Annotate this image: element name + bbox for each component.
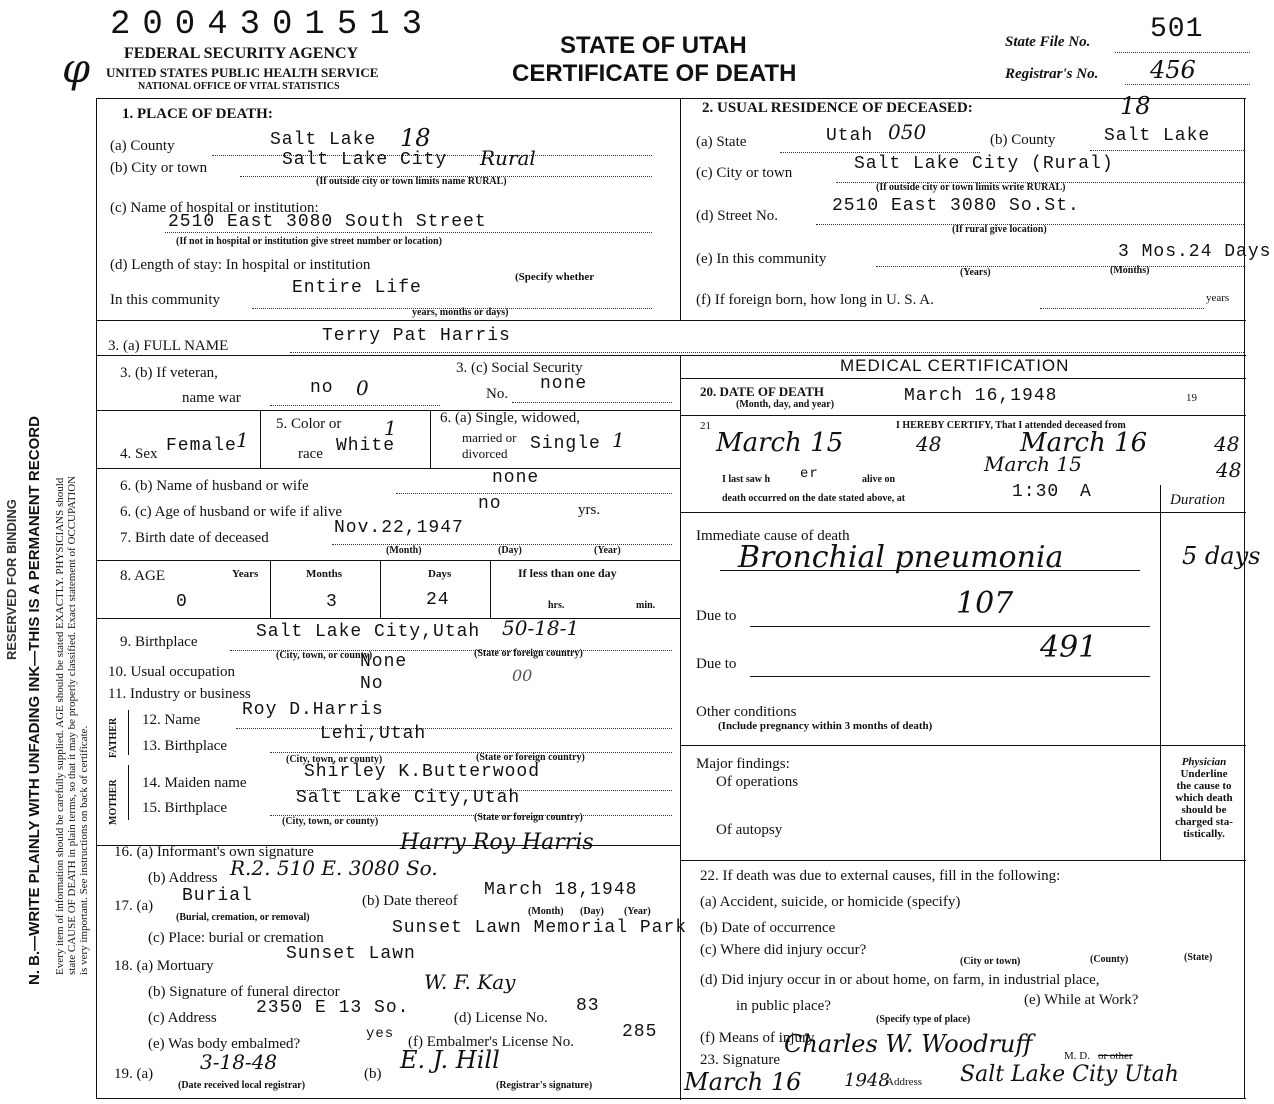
agency-name: FEDERAL SECURITY AGENCY [124,45,359,62]
physician-note-line: Physician [1181,756,1227,768]
physician-sign-date: March 16 [684,1068,802,1096]
external-d2-label: in public place? [736,998,831,1014]
residence-state-label: (a) State [696,134,747,150]
death-county-value: Salt Lake [270,130,377,150]
social-security-no-label: No. [486,386,509,402]
burial-day-label: (Day) [580,906,604,917]
margin-instructions-2: state CAUSE OF DEATH in plain terms, so that it may be properly classified. Exact statement of OCCUPATION [66,475,78,975]
attended-from: March 15 [716,428,844,458]
death-county-code: 18 [400,124,431,152]
cause-duration-value: 5 days [1182,542,1261,570]
occupation-label: 10. Usual occupation [108,664,236,680]
registrar-b-label: (b) [364,1066,382,1082]
spouse-name-label: 6. (b) Name of husband or wife [120,478,309,494]
death-city-note: (If outside city or town limits name RURAL) [316,176,507,187]
due-to-2-label: Due to [696,656,737,672]
residence-code: 18 [1120,92,1151,120]
birth-month-label: (Month) [386,545,422,556]
residence-county-label: (b) County [990,132,1056,148]
residence-heading: 2. USUAL RESIDENCE OF DECEASED: [702,100,973,116]
father-name-label: 12. Name [142,712,201,728]
color-race-label: 5. Color or [276,416,342,432]
registrar-signature: E. J. Hill [400,1046,500,1074]
death-time-ampm: A [1080,482,1092,502]
medical-certification-title: MEDICAL CERTIFICATION [840,356,1070,375]
funeral-director-signature: W. F. Kay [424,970,516,994]
father-note-1: (City, town, or county) [286,754,383,765]
physician-address-label: Address [886,1076,923,1088]
residence-street-note: (If rural give location) [952,224,1047,235]
marital-label-2: married or [462,430,517,445]
residence-city-label: (c) City or town [696,165,793,181]
foreign-born-label: (f) If foreign born, how long in U. S. A. [696,292,934,308]
embalmer-license-label: (f) Embalmer's License No. [408,1034,574,1050]
residence-city-note: (If outside city or town limits write RURAL) [876,182,1066,193]
full-name-value: Terry Pat Harris [322,326,511,346]
immediate-cause-value: Bronchial pneumonia [738,540,1064,575]
spouse-age-value: no [478,494,502,514]
margin-notice: N. B.—WRITE PLAINLY WITH UNFADING INK—THIS IS A PERMANENT RECORD [26,416,43,985]
birthplace-note-1: (City, town, or county) [276,650,373,661]
mother-note-2: (State or foreign country) [474,812,583,823]
state-title: STATE OF UTAH [560,32,747,59]
due-to-1-label: Due to [696,608,737,624]
death-time-value: 1:30 [1012,482,1060,502]
informant-address-value: R.2. 510 E. 3080 So. [230,856,438,880]
hospital-value: 2510 East 3080 South Street [168,212,487,232]
race-label: race [298,446,323,462]
physician-or-other: or other [1098,1050,1133,1062]
veteran-label: 3. (b) If veteran, [120,365,218,381]
mother-maiden-label: 14. Maiden name [142,775,247,791]
physician-note-line: tistically. [1183,828,1225,840]
industry-label: 11. Industry or business [108,686,251,702]
age-min-label: min. [636,600,656,611]
marital-value: Single [530,434,601,454]
embalmer-license-value: 285 [622,1022,658,1042]
social-security-value: none [540,374,588,394]
date-of-death-label: 20. DATE OF DEATH [700,384,824,399]
spouse-age-yrs: yrs. [578,502,601,518]
race-value: White [336,436,396,456]
margin-instructions-3: is very important. See instructions on back of certificate. [78,725,90,975]
date-of-death-value: March 16,1948 [904,386,1058,406]
margin-binding: RESERVED FOR BINDING [4,499,19,660]
birth-year-label: (Year) [594,545,621,556]
duration-label: Duration [1170,492,1226,508]
physician-sign-year: 1948 [844,1070,890,1091]
certify-text: I HEREBY CERTIFY, That I attended deceased from [896,420,1126,431]
disposition-value: Burial [182,886,253,906]
immediate-cause-label: Immediate cause of death [696,528,850,544]
burial-place-value: Sunset Lawn Memorial Park [392,918,688,938]
sex-mark: 1 [236,428,249,452]
residence-city-value: Salt Lake City (Rural) [854,154,1114,174]
birthplace-label: 9. Birthplace [120,634,198,650]
age-months-label: Months [306,568,343,580]
registrar-date-label: 19. (a) [114,1066,154,1082]
age-less-label: If less than one day [518,566,617,580]
physician-note-line: the cause to [1176,780,1232,792]
father-birthplace-value: Lehi,Utah [320,724,427,744]
veteran-value: no [310,378,334,398]
last-saw-year: 48 [1216,458,1242,482]
alive-on-label: alive on [862,474,896,485]
occupation-value: None [360,652,408,672]
attended-from-year: 48 [916,432,942,456]
registrar-date-note: (Date received local registrar) [178,1080,306,1091]
mother-birthplace-value: Salt Lake City,Utah [296,788,521,808]
residence-state-value: Utah [826,126,874,146]
informant-signature-label: 16. (a) Informant's own signature [114,844,314,860]
mortuary-address-value: 2350 E 13 So. [256,998,410,1018]
length-of-stay-label: (d) Length of stay: In hospital or institution [110,257,371,273]
spouse-name-value: none [492,468,540,488]
disposition-label: 17. (a) [114,898,154,914]
community-label: In this community [110,292,220,308]
physician-note-line: charged sta- [1175,816,1233,828]
marital-mark: 1 [612,428,625,452]
embalmed-label: (e) Was body embalmed? [148,1036,301,1052]
mother-maiden-value: Shirley K.Butterwood [304,762,541,782]
father-note-2: (State or foreign country) [476,752,585,763]
office-name: NATIONAL OFFICE OF VITAL STATISTICS [138,81,340,92]
attended-to: March 16 [1020,428,1148,458]
last-saw-date: March 15 [984,452,1082,476]
service-name: UNITED STATES PUBLIC HEALTH SERVICE [106,65,379,80]
burial-year-label: (Year) [624,906,651,917]
burial-date-label: (b) Date thereof [362,893,458,909]
external-e-label: (e) While at Work? [1024,992,1139,1008]
burial-month-label: (Month) [528,906,564,917]
community-value: Entire Life [292,278,422,298]
death-city-label: (b) City or town [110,160,208,176]
birthplace-code: 50-18-1 [502,616,580,640]
certify-number: 21 [700,420,711,432]
informant-signature: Harry Roy Harris [400,830,594,855]
major-findings-label: Major findings: [696,756,790,772]
sex-label: 4. Sex [120,446,158,462]
industry-value: No [360,674,384,694]
sex-value: Female [166,436,237,456]
burial-place-label: (c) Place: burial or cremation [148,930,324,946]
physician-address: Salt Lake City Utah [960,1062,1179,1087]
embalmed-value: yes [366,1026,395,1042]
race-mark: 1 [384,416,397,440]
death-city-rural: Rural [480,146,536,170]
external-f-label: (f) Means of injury [700,1030,815,1046]
residence-state-code: 050 [888,120,927,144]
physician-signature-label: 23. Signature [700,1052,780,1068]
mortuary-address-label: (c) Address [148,1010,217,1026]
marital-label-3: divorced [462,446,508,461]
community-note: years, months or days) [412,307,509,318]
state-file-value: 501 [1150,14,1204,45]
operations-label: Of operations [716,774,799,790]
hospital-note: (If not in hospital or institution give street number or location) [176,236,442,247]
external-c-state: (State) [1184,952,1213,963]
external-c-city: (City or town) [960,956,1021,967]
birth-date-value: Nov.22,1947 [334,518,464,538]
mother-side-label: MOTHER [108,779,119,825]
age-label: 8. AGE [120,568,165,584]
residence-community-label: (e) In this community [696,251,827,267]
date-of-death-19: 19 [1186,392,1197,404]
registrar-no-label: Registrar's No. [1005,66,1099,82]
age-years-value: 0 [176,592,188,612]
other-conditions-label: Other conditions [696,704,797,720]
burial-date-value: March 18,1948 [484,880,638,900]
residence-street-value: 2510 East 3080 So.St. [832,196,1080,216]
attended-to-year: 48 [1214,432,1240,456]
veteran-mark: 0 [356,376,369,400]
social-security-label: 3. (c) Social Security [456,360,583,376]
disposition-note: (Burial, cremation, or removal) [176,912,310,923]
age-days-value: 24 [426,590,450,610]
registrar-date-value: 3-18-48 [200,1050,278,1074]
date-of-death-sub: (Month, day, and year) [736,399,835,410]
external-d-note: (Specify type of place) [876,1014,971,1025]
stay-note: (Specify whether [515,271,595,283]
physician-signature: Charles W. Woodruff [784,1030,1033,1058]
mortuary-license-label: (d) License No. [454,1010,548,1026]
form-circle-mark: φ [62,46,91,92]
spouse-age-label: 6. (c) Age of husband or wife if alive [120,504,343,520]
funeral-director-label: (b) Signature of funeral director [148,984,340,1000]
mortuary-label: 18. (a) Mortuary [114,958,214,974]
marital-label: 6. (a) Single, widowed, [440,410,580,426]
other-conditions-note: (Include pregnancy within 3 months of death) [718,720,933,732]
age-months-value: 3 [326,592,338,612]
mother-note-1: (City, town, or county) [282,816,379,827]
external-a-label: (a) Accident, suicide, or homicide (specify) [700,894,961,910]
place-of-death-heading: 1. PLACE OF DEATH: [122,106,273,122]
due-to-1-value: 107 [956,586,1014,621]
age-hrs-label: hrs. [548,600,565,611]
industry-mark: 00 [512,666,533,685]
physician-note [1164,756,1244,840]
father-birthplace-label: 13. Birthplace [142,738,227,754]
hospital-label: (c) Name of hospital or institution: [110,200,319,216]
certificate-title: CERTIFICATE OF DEATH [512,60,797,87]
external-causes-label: 22. If death was due to external causes, fill in the following: [700,868,1061,884]
mortuary-license-value: 83 [576,996,600,1016]
mother-birthplace-label: 15. Birthplace [142,800,227,816]
residence-community-value: 3 Mos.24 Days [1118,242,1272,262]
external-b-label: (b) Date of occurrence [700,920,836,936]
full-name-label: 3. (a) FULL NAME [108,338,229,354]
physician-note-line: which death [1175,792,1233,804]
registrar-sig-note: (Registrar's signature) [496,1080,593,1091]
foreign-born-years: years [1206,292,1230,304]
death-county-label: (a) County [110,138,175,154]
death-city-value: Salt Lake City [282,150,448,170]
physician-note-line: Underline [1180,768,1228,780]
external-d-label: (d) Did injury occur in or about home, on farm, in industrial place, [700,972,1100,988]
margin-instructions-1: Every item of information should be carefully supplied. AGE should be stated EXACTLY. PHYSICIANS should [54,477,66,975]
veteran-war-label: name war [182,390,241,406]
stamp-number: 2004301513 [110,6,435,44]
last-saw-fill: er [800,466,819,482]
state-file-label: State File No. [1005,34,1091,50]
mortuary-value: Sunset Lawn [286,944,416,964]
external-c-label: (c) Where did injury occur? [700,942,867,958]
residence-street-label: (d) Street No. [696,208,779,224]
father-name-value: Roy D.Harris [242,700,384,720]
residence-months-label: (Months) [1110,265,1150,276]
residence-county-value: Salt Lake [1104,126,1211,146]
residence-years-label: (Years) [960,267,991,278]
last-saw-label: I last saw h [722,474,771,485]
age-days-label: Days [428,568,452,580]
due-to-2-value: 491 [1040,630,1098,665]
birth-date-label: 7. Birth date of deceased [120,530,269,546]
death-occurred-label: death occurred on the date stated above, at [722,493,906,504]
autopsy-label: Of autopsy [716,822,783,838]
birthplace-note-2: (State or foreign country) [474,648,583,659]
physician-md: M. D. [1064,1050,1090,1062]
physician-note-line: should be [1181,804,1227,816]
father-side-label: FATHER [108,717,119,758]
age-years-label: Years [232,568,259,580]
birthplace-value: Salt Lake City,Utah [256,622,481,642]
birth-day-label: (Day) [498,545,522,556]
informant-address-label: (b) Address [148,870,218,886]
external-c-county: (County) [1090,954,1129,965]
registrar-no-value: 456 [1150,56,1196,84]
